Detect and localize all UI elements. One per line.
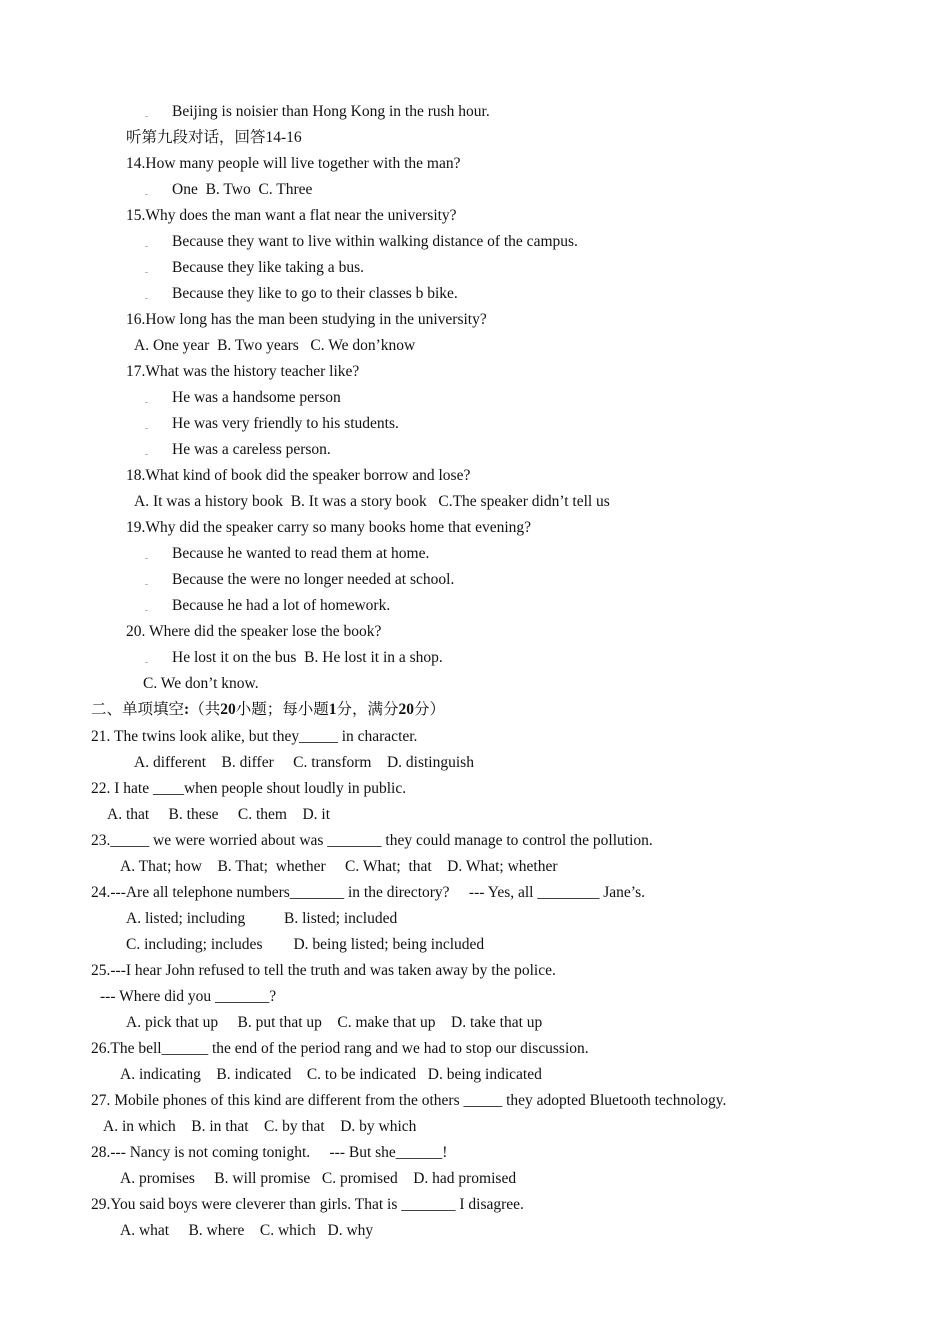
option-marker: [145, 558, 148, 559]
option-marker: [145, 116, 148, 117]
question-20-options-ab: He lost it on the bus B. He lost it in a shop.: [172, 649, 443, 666]
section-2-colon: :: [184, 701, 190, 718]
section-2-heading: [91, 700, 445, 720]
option-marker: [145, 454, 148, 455]
question-14-options: One B. Two C. Three: [172, 181, 313, 198]
option-marker: [145, 584, 148, 585]
question-21: 21. The twins look alike, but they_____ in character.: [91, 728, 418, 745]
option-marker: [145, 194, 148, 195]
option-marker: [145, 298, 148, 299]
question-24-options-cd: C. including; includes D. being listed; being included: [126, 936, 485, 953]
question-17: 17.What was the history teacher like?: [126, 363, 360, 380]
question-14: 14.How many people will live together with the man?: [126, 155, 461, 172]
option-marker: [145, 246, 148, 247]
section-2-points-each: 1: [328, 701, 337, 718]
question-22-options: A. that B. these C. them D. it: [107, 806, 331, 823]
question-20: 20. Where did the speaker lose the book?: [126, 623, 382, 640]
section-2-mid-1: 小题；每小题: [235, 701, 329, 718]
option-marker: [145, 610, 148, 611]
option-marker: [145, 428, 148, 429]
question-15-option-b: Because they like taking a bus.: [172, 259, 364, 276]
question-23: 23._____ we were worried about was _______ they could manage to control the pollution.: [91, 832, 653, 849]
dialog-9-instruction: 听第九段对话，回答14-16: [126, 129, 302, 146]
section-2-paren-open: （共: [189, 701, 221, 718]
question-15-option-a: Because they want to live within walking distance of the campus.: [172, 233, 578, 250]
question-28-options: A. promises B. will promise C. promised D. had promised: [120, 1170, 517, 1187]
question-26: 26.The bell______ the end of the period rang and we had to stop our discussion.: [91, 1040, 589, 1057]
question-27: 27. Mobile phones of this kind are different from the others _____ they adopted Bluetooth technology.: [91, 1092, 727, 1109]
question-17-option-c: He was a careless person.: [172, 441, 331, 458]
question-28: 28.--- Nancy is not coming tonight. --- But she______!: [91, 1144, 448, 1161]
question-21-options: A. different B. differ C. transform D. distinguish: [134, 754, 474, 771]
question-20-option-c: C. We don’t know.: [143, 675, 259, 692]
question-19: 19.Why did the speaker carry so many books home that evening?: [126, 519, 532, 536]
section-2-suffix: 分）: [413, 701, 445, 718]
question-29-options: A. what B. where C. which D. why: [120, 1222, 374, 1239]
option-marker: [145, 272, 148, 273]
question-25-options: A. pick that up B. put that up C. make that up D. take that up: [126, 1014, 543, 1031]
section-2-total-points: 20: [398, 701, 414, 718]
section-2-mid-2: 分，满分: [336, 701, 399, 718]
question-18-options: A. It was a history book B. It was a story book C.The speaker didn’t tell us: [134, 493, 610, 510]
question-15-option-c: Because they like to go to their classes b bike.: [172, 285, 458, 302]
question-16-options: A. One year B. Two years C. We don’know: [134, 337, 416, 354]
option-marker: [145, 402, 148, 403]
question-19-option-b: Because the were no longer needed at school.: [172, 571, 455, 588]
question-25-reply: --- Where did you _______?: [100, 988, 277, 1005]
question-22: 22. I hate ____when people shout loudly in public.: [91, 780, 407, 797]
section-2-question-count: 20: [220, 701, 236, 718]
question-15: 15.Why does the man want a flat near the university?: [126, 207, 457, 224]
q13-option-c: Beijing is noisier than Hong Kong in the rush hour.: [172, 103, 490, 120]
section-2-prefix: 二、单项填空: [91, 701, 185, 718]
question-24: 24.---Are all telephone numbers_______ in the directory? --- Yes, all ________ Jane’s.: [91, 884, 645, 901]
question-25: 25.---I hear John refused to tell the truth and was taken away by the police.: [91, 962, 556, 979]
question-19-option-a: Because he wanted to read them at home.: [172, 545, 430, 562]
question-27-options: A. in which B. in that C. by that D. by which: [103, 1118, 417, 1135]
question-26-options: A. indicating B. indicated C. to be indicated D. being indicated: [120, 1066, 542, 1083]
question-19-option-c: Because he had a lot of homework.: [172, 597, 391, 614]
question-17-option-a: He was a handsome person: [172, 389, 341, 406]
question-17-option-b: He was very friendly to his students.: [172, 415, 399, 432]
question-23-options: A. That; how B. That; whether C. What; that D. What; whether: [120, 858, 558, 875]
option-marker: [145, 662, 148, 663]
question-24-options-ab: A. listed; including B. listed; included: [126, 910, 398, 927]
question-16: 16.How long has the man been studying in the university?: [126, 311, 487, 328]
question-29: 29.You said boys were cleverer than girls. That is _______ I disagree.: [91, 1196, 524, 1213]
question-18: 18.What kind of book did the speaker borrow and lose?: [126, 467, 471, 484]
